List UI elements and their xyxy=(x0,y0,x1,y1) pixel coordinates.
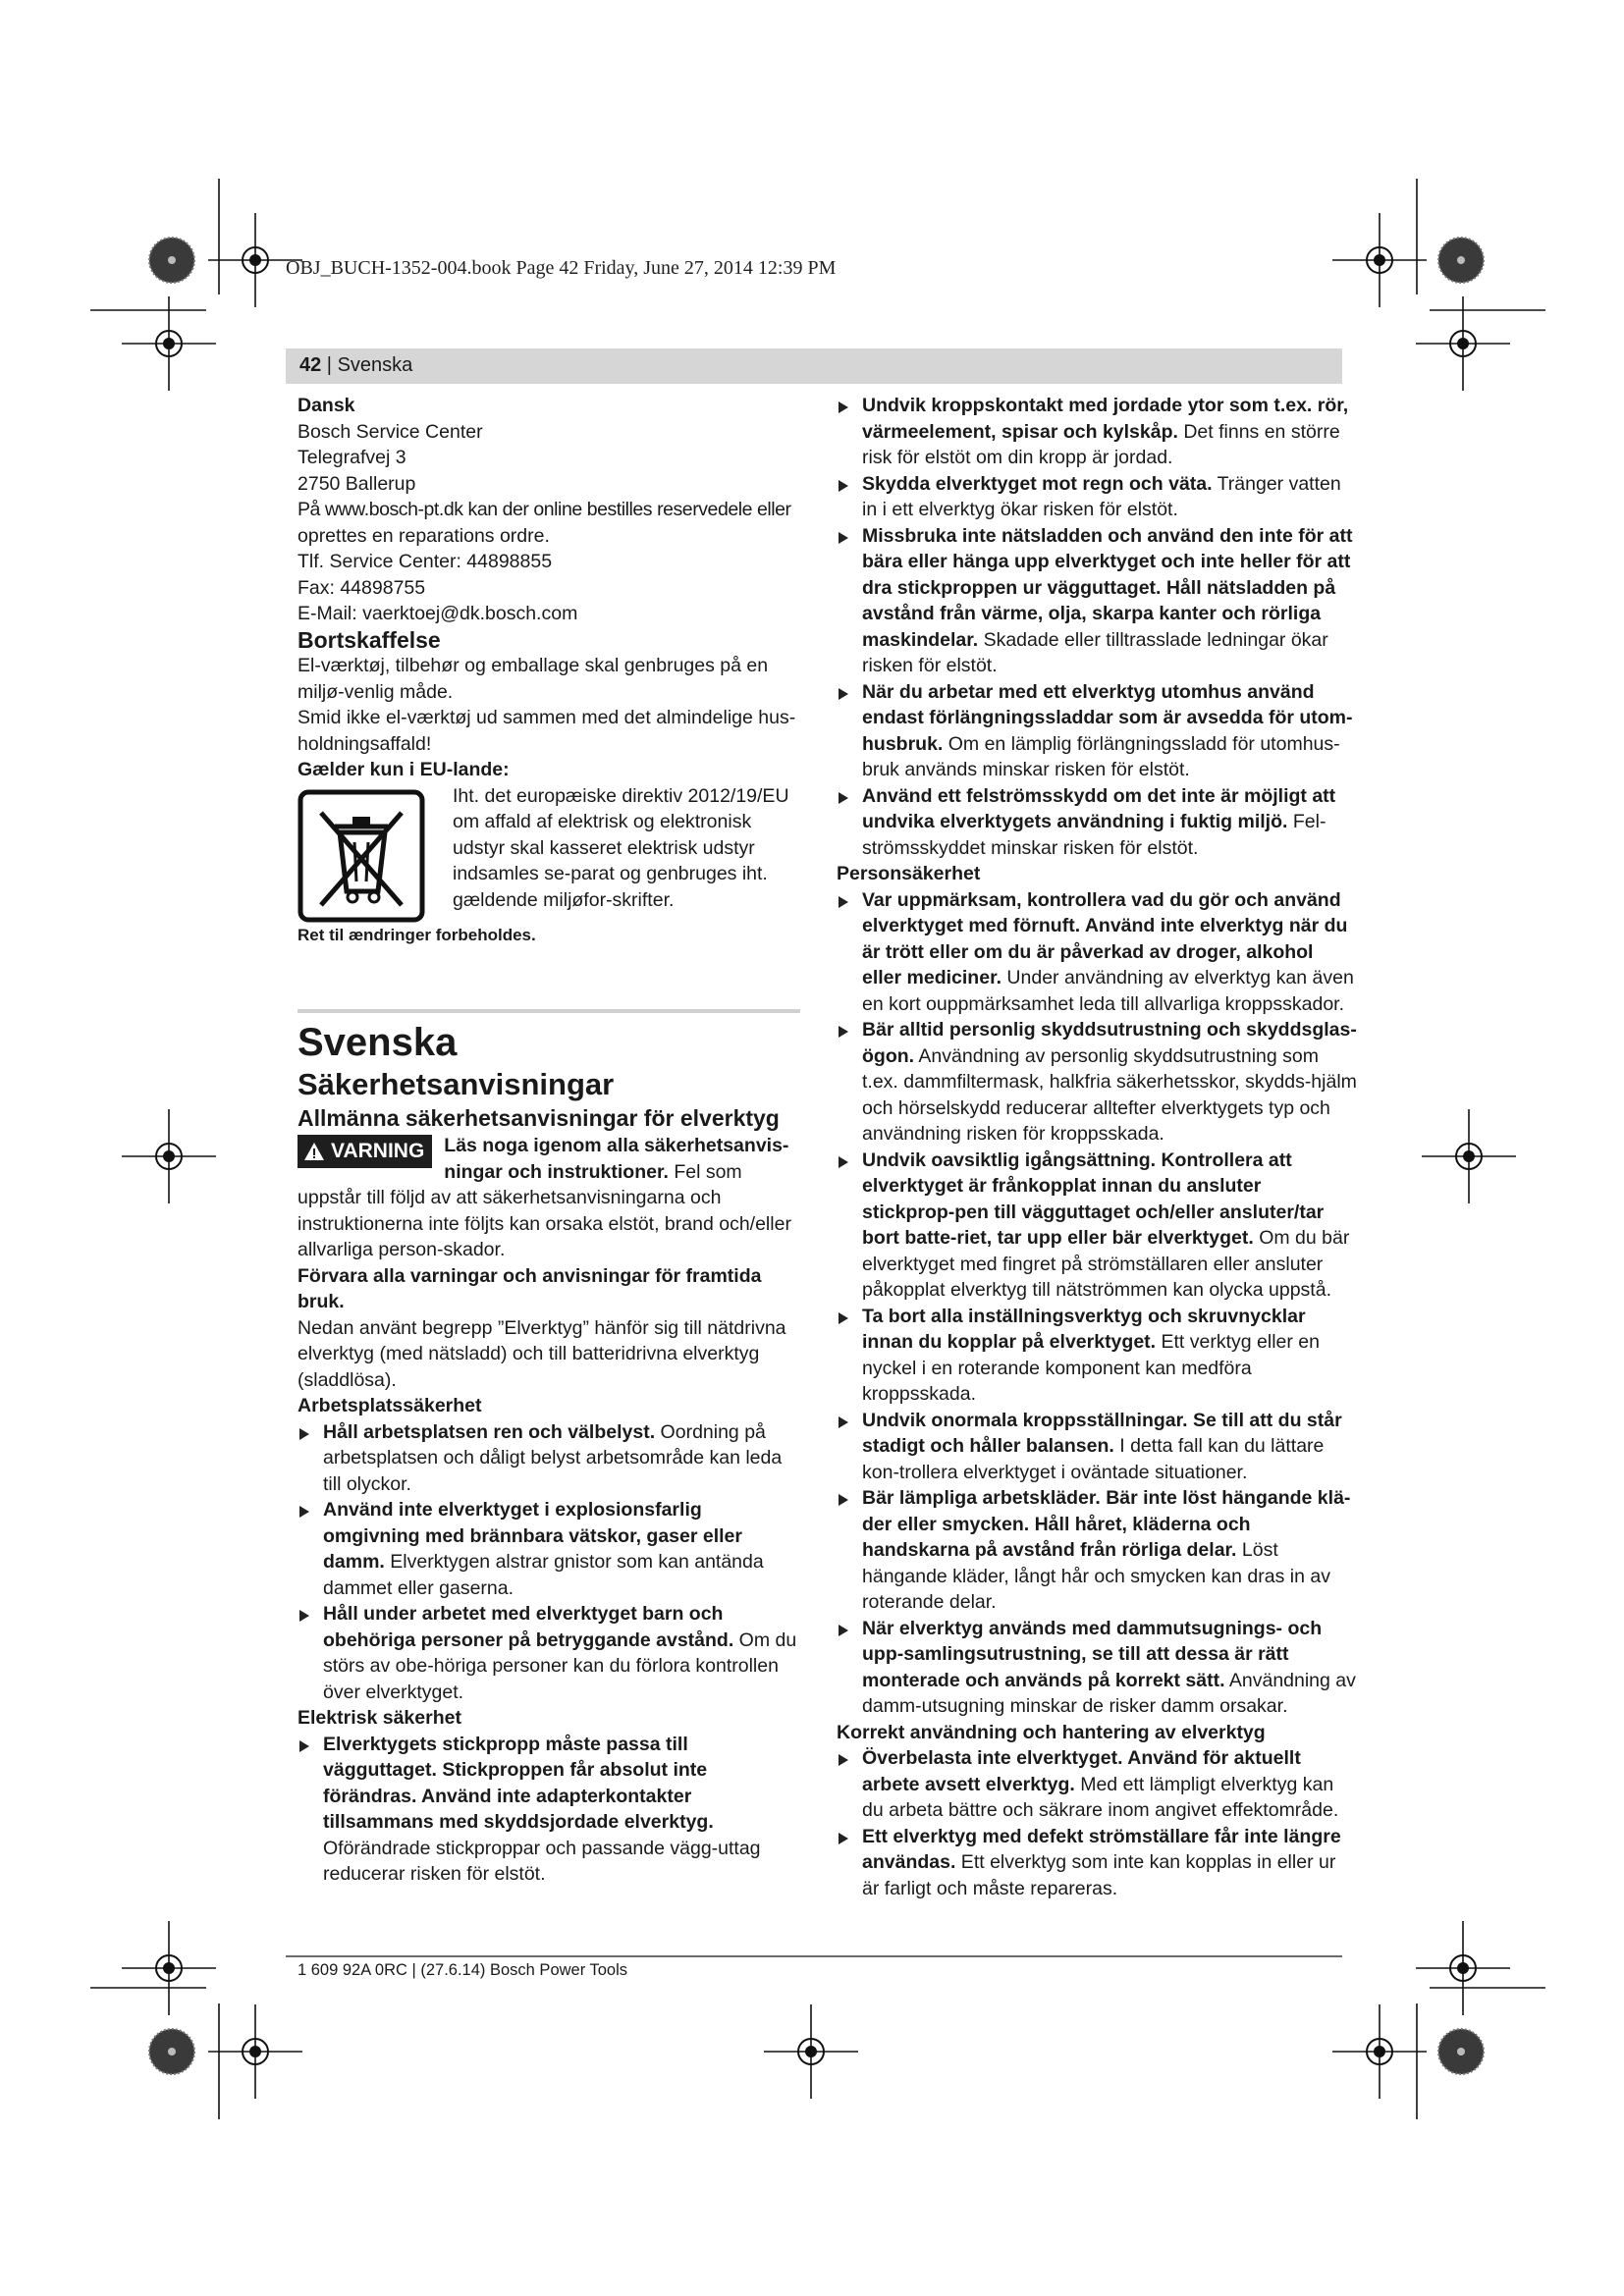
eu-heading: Gælder kun i EU-lande: xyxy=(298,759,510,780)
bullet-bold: Bär alltid personlig skyddsutrustning och skyddsglas-ögon. xyxy=(862,1019,1357,1067)
bullet-bold: Håll arbetsplatsen ren och välbelyst. xyxy=(323,1420,656,1443)
bullet-bold: Undvik oavsiktlig igångsättning. Kontrollera att elverktyget är frånkopplat innan du ansluter stickprop-pen till vägguttaget och/eller ansluter/tar bort batte-riet, tar upp eller bär elverktyget. xyxy=(862,1148,1325,1249)
registration-mark-top-left xyxy=(122,213,302,391)
rights-reserved-notice: Ret til ændringer forbeholdes. xyxy=(298,925,536,944)
registration-mark-bottom-left xyxy=(122,1921,302,2099)
bullet-item xyxy=(298,1419,800,1498)
warning-bold-text: Läs noga igenom alla säkerhetsanvis-ningar och instruktioner. xyxy=(444,1135,789,1183)
danish-address xyxy=(298,419,800,627)
section-divider xyxy=(298,1009,800,1013)
bullet-item xyxy=(837,1148,1357,1304)
bullet-arrow-icon xyxy=(839,401,848,413)
page-number: 42 xyxy=(299,354,322,376)
right-column xyxy=(837,393,1357,1901)
swedish-language-heading: Svenska xyxy=(298,1021,458,1064)
bullet-arrow-icon xyxy=(839,1754,848,1766)
bullet-arrow-icon xyxy=(839,1312,848,1324)
bullet-item xyxy=(837,523,1357,679)
page-header xyxy=(299,354,412,377)
bullet-bold: Undvik onormala kroppsställningar. Se till att du står stadigt och håller balansen. xyxy=(862,1409,1342,1457)
registration-mark-mid-right xyxy=(1422,1109,1516,1203)
address-line: Tlf. Service Center: 44898855 xyxy=(298,551,553,572)
bullet-bold: Använd ett felströmsskydd om det inte är möjligt att undvika elverktygets användning i fuktig miljö. xyxy=(862,784,1336,832)
bullet-text: Om en lämplig förlängningssladd för utomhus-bruk används minskar risken för elstöt. xyxy=(862,732,1340,780)
bullet-text: Användning av damm-utsugning minskar de risker damm orsakar. xyxy=(862,1669,1356,1717)
address-line: oprettes en reparations ordre. xyxy=(298,524,550,547)
bullet-arrow-icon xyxy=(839,1833,848,1844)
footer-divider xyxy=(286,1955,1342,1957)
disposal-paragraph-1: El-værktøj, tilbehør og emballage skal genbruges på en miljø-venlig måde. xyxy=(298,655,769,703)
bullet-text: Användning av personlig skyddsutrustning som t.ex. dammfiltermask, halkfria säkerhetsskor, skydds-hjälm och hörselskydd reducerar alltefter elverktygets typ och användning risken för kroppsskada. xyxy=(862,1044,1357,1145)
address-line: E-Mail: vaerktoej@dk.bosch.com xyxy=(298,603,578,624)
warning-triangle-icon xyxy=(303,1142,325,1161)
bullet-item xyxy=(837,1017,1357,1148)
bullet-arrow-icon xyxy=(299,1610,309,1622)
bullet-bold: Använd inte elverktyget i explosionsfarlig omgivning med brännbara vätskor, gaser eller damm. xyxy=(323,1499,742,1573)
header-separator: | xyxy=(321,354,338,376)
crossed-out-bin-icon xyxy=(298,789,425,923)
bullet-item xyxy=(298,1601,800,1705)
eu-disposal-block xyxy=(298,783,800,923)
bullet-arrow-icon xyxy=(839,1026,848,1038)
bullet-item xyxy=(837,1616,1357,1720)
bullet-item xyxy=(837,471,1357,523)
registration-mark-mid-left xyxy=(122,1109,216,1203)
address-line: Fax: 44898755 xyxy=(298,576,426,599)
address-line: Telegrafvej 3 xyxy=(298,447,406,468)
bullet-arrow-icon xyxy=(839,896,848,908)
bullet-bold: Missbruka inte nätsladden och använd den inte för att bära eller hänga upp elverktyget och inte heller för att dra stickproppen ur vägguttaget. Håll nätsladden på avstånd från värme, olja, skarpa kanter och rörliga maskindelar. xyxy=(862,524,1353,651)
bullet-text: Elverktygen alstrar gnistor som kan antända dammet eller gaserna. xyxy=(323,1551,764,1599)
slug-line: OBJ_BUCH-1352-004.book Page 42 Friday, June 27, 2014 12:39 PM xyxy=(286,257,837,279)
workplace-safety-heading: Arbetsplatssäkerhet xyxy=(298,1395,482,1416)
bullet-item xyxy=(837,1485,1357,1616)
general-safety-heading: Allmänna säkerhetsanvisningar för elverktyg xyxy=(298,1105,780,1131)
electrical-safety-heading: Elektrisk säkerhet xyxy=(298,1707,461,1729)
address-line: På www.bosch-pt.dk kan der online bestilles reservedele eller xyxy=(298,499,791,520)
bullet-arrow-icon xyxy=(299,1740,309,1752)
bullet-bold: Överbelasta inte elverktyget. Använd för aktuellt arbete avsett elverktyg. xyxy=(862,1747,1301,1795)
bullet-bold: Elverktygets stickpropp måste passa till vägguttaget. Stickproppen får absolut inte förändras. Använd inte adapterkontakter tillsammans med skyddsjordade elverktyg. xyxy=(323,1733,714,1833)
bullet-text: Skadade eller tilltrasslade ledningar ökar risken för elstöt. xyxy=(862,628,1328,676)
bullet-arrow-icon xyxy=(839,1416,848,1428)
bullet-item xyxy=(837,1304,1357,1408)
bullet-bold: Håll under arbetet med elverktyget barn och obehöriga personer på betryggande avstånd. xyxy=(323,1603,734,1651)
bullet-text: Under användning av elverktyg kan även en kort ouppmärksamhet leda till allvarliga kroppsskador. xyxy=(862,967,1354,1015)
address-line: Bosch Service Center xyxy=(298,420,483,443)
bullet-arrow-icon xyxy=(839,1494,848,1506)
address-line: 2750 Ballerup xyxy=(298,472,416,495)
bullet-arrow-icon xyxy=(839,792,848,804)
bullet-text: Fel-strömsskyddet minskar risken för elstöt. xyxy=(862,811,1326,859)
safety-instructions-heading: Säkerhetsanvisningar xyxy=(298,1067,615,1101)
bullet-text: Om du störs av obe-höriga personer kan du förlora kontrollen över elverktyget. xyxy=(323,1629,797,1703)
bullet-text: Tränger vatten in i ett elverktyg ökar risken för elstöt. xyxy=(862,472,1341,520)
bullet-item xyxy=(298,1732,800,1888)
bullet-bold: Bär lämpliga arbetskläder. Bär inte löst hängande klä-der eller smycken. Håll håret, kläderna och handskarna på avstånd från rörliga delar. xyxy=(862,1487,1351,1561)
bullet-bold: Undvik kroppskontakt med jordade ytor som t.ex. rör, värmeelement, spisar och kylskåp. xyxy=(862,395,1349,443)
page-footer: 1 609 92A 0RC | (27.6.14) Bosch Power Tools xyxy=(298,1961,628,1979)
bullet-text: Oordning på arbetsplatsen och dåligt belyst arbetsområde kan leda till olyckor. xyxy=(323,1420,783,1495)
eu-directive-text: Iht. det europæiske direktiv 2012/19/EU om affald af elektrisk og elektronisk udstyr skal kasseret elektrisk udstyr indsamles se-parat og genbruges iht. gældende miljøfor-skrifter. xyxy=(453,784,789,911)
bullet-bold: Var uppmärksam, kontrollera vad du gör och använd elverktyget med förnuft. Använd inte elverktyg när du är trött eller om du är påverkad av droger, alkohol eller mediciner. xyxy=(862,888,1348,988)
bullet-arrow-icon xyxy=(299,1506,309,1518)
bullet-text: Om du bär elverktyget med fingret på strömställaren eller ansluter påkopplat elverktyg till nätströmmen kan olycka uppstå. xyxy=(862,1227,1350,1301)
bullet-item xyxy=(837,1745,1357,1824)
page-header-bar xyxy=(286,348,1342,384)
bullet-item xyxy=(298,1497,800,1601)
bullet-item xyxy=(837,1408,1357,1486)
registration-mark-top-right xyxy=(1332,213,1510,391)
bullet-text: I detta fall kan du lättare kon-trollera elverktyget i oväntade situationer. xyxy=(862,1435,1325,1483)
warning-text: Fel som uppstår till följd av att säkerhetsanvisningarna och instruktionerna inte följts kan orsaka elstöt, brand och/eller allvarliga person-skador. xyxy=(298,1160,791,1260)
bullet-item xyxy=(837,1824,1357,1902)
registration-mark-bottom-center xyxy=(764,2004,858,2099)
disposal-paragraph-2: Smid ikke el-værktøj ud sammen med det almindelige hus-holdningsaffald! xyxy=(298,707,796,755)
bullet-arrow-icon xyxy=(839,1156,848,1168)
warning-label: VARNING xyxy=(331,1140,425,1162)
bullet-arrow-icon xyxy=(299,1428,309,1440)
term-definition-paragraph: Nedan använt begrepp ”Elverktyg” hänför sig till nätdrivna elverktyg (med nätsladd) och till batteridrivna elverktyg (sladdlösa). xyxy=(298,1316,786,1391)
bullet-arrow-icon xyxy=(839,688,848,700)
bullet-text: Med ett lämpligt elverktyg kan du arbeta bättre och säkrare inom angivet effektområde. xyxy=(862,1773,1339,1821)
bullet-text: Löst hängande kläder, långt hår och smycken kan dras in av roterande delar. xyxy=(862,1539,1330,1613)
bullet-item xyxy=(837,887,1357,1018)
bullet-item xyxy=(837,679,1357,783)
bullet-item xyxy=(837,783,1357,862)
bullet-arrow-icon xyxy=(839,1625,848,1636)
tool-handling-heading: Korrekt användning och hantering av elverktyg xyxy=(837,1721,1266,1743)
disposal-heading: Bortskaffelse xyxy=(298,626,441,653)
danish-heading: Dansk xyxy=(298,395,355,416)
bullet-text: Det finns en större risk för elstöt om din kropp är jordad. xyxy=(862,420,1340,468)
bullet-arrow-icon xyxy=(839,532,848,544)
bullet-bold: Skydda elverktyget mot regn och väta. xyxy=(862,472,1213,495)
personal-safety-heading: Personsäkerhet xyxy=(837,863,981,884)
header-language: Svenska xyxy=(337,354,413,376)
bullet-bold: När elverktyg används med dammutsugnings- och upp-samlingsutrustning, se till att dessa är rätt monterade och används på korrekt sätt. xyxy=(862,1617,1323,1691)
bullet-text: Ett elverktyg som inte kan kopplas in eller ur är farligt och måste repareras. xyxy=(862,1851,1336,1899)
bullet-text: Oförändrade stickproppar och passande vägg-uttag reducerar risken för elstöt. xyxy=(323,1837,761,1885)
bullet-bold: När du arbetar med ett elverktyg utomhus använd endast förlängningssladdar som är avsedda för utom-husbruk. xyxy=(862,680,1353,755)
keep-instructions-line: Förvara alla varningar och anvisningar för framtida bruk. xyxy=(298,1264,762,1312)
bullet-item xyxy=(837,393,1357,471)
warning-paragraph xyxy=(298,1133,800,1263)
left-column xyxy=(298,393,800,1888)
bullet-bold: Ett elverktyg med defekt strömställare får inte längre användas. xyxy=(862,1825,1341,1873)
bullet-text: Ett verktyg eller en nyckel i en roterande komponent kan medföra kroppsskada. xyxy=(862,1331,1320,1405)
bullet-arrow-icon xyxy=(839,480,848,492)
bullet-bold: Ta bort alla inställningsverktyg och skruvnycklar innan du kopplar på elverktyget. xyxy=(862,1305,1306,1353)
warning-badge xyxy=(298,1135,432,1168)
registration-mark-bottom-right xyxy=(1332,1921,1510,2099)
